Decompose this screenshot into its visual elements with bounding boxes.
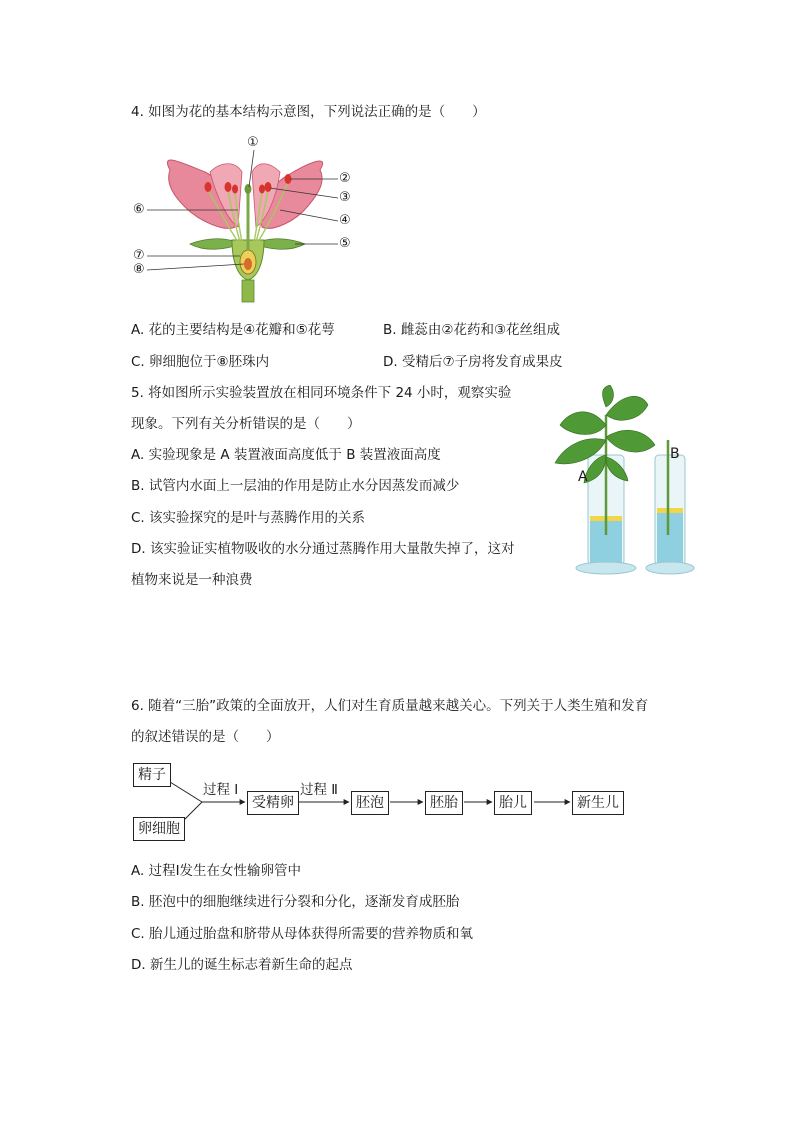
newborn-box: 新生儿 <box>572 791 624 815</box>
flower-illustration <box>130 132 370 307</box>
fetus-box: 胎儿 <box>494 791 532 815</box>
flower-label-2: ② <box>339 171 351 186</box>
process-2-label: 过程 Ⅱ <box>300 782 338 798</box>
q6-option-b: B. 胚泡中的细胞继续进行分裂和分化，逐渐发育成胚胎 <box>131 894 460 910</box>
reproduction-flow-diagram <box>130 760 650 850</box>
q6-option-a: A. 过程Ⅰ发生在女性输卵管中 <box>131 863 302 879</box>
flower-label-8: ⑧ <box>133 262 145 277</box>
flower-label-1: ① <box>247 135 259 150</box>
q5-option-d-line2: 植物来说是一种浪费 <box>131 572 253 588</box>
q5-option-d-line1: D. 该实验证实植物吸收的水分通过蒸腾作用大量散失掉了，这对 <box>131 541 515 557</box>
blastocyst-box: 胚泡 <box>351 791 389 815</box>
q5-stem-line2: 现象。下列有关分析错误的是（ ） <box>131 416 361 432</box>
q6-option-c: C. 胎儿通过胎盘和脐带从母体获得所需要的营养物质和氧 <box>131 926 474 942</box>
q4-option-a: A. 花的主要结构是④花瓣和⑤花萼 <box>131 322 335 338</box>
q6-stem-line2: 的叙述错误的是（ ） <box>131 729 280 745</box>
embryo-box: 胚胎 <box>425 791 463 815</box>
q4-option-b: B. 雌蕊由②花药和③花丝组成 <box>383 322 561 338</box>
tube-a-label: A <box>578 469 588 485</box>
flower-label-5: ⑤ <box>339 236 351 251</box>
process-1-label: 过程 Ⅰ <box>203 782 239 798</box>
transpiration-experiment-figure <box>540 385 700 585</box>
flower-label-3: ③ <box>339 190 351 205</box>
flower-diagram <box>130 132 370 307</box>
flower-label-7: ⑦ <box>133 248 145 263</box>
q5-option-a: A. 实验现象是 A 装置液面高度低于 B 装置液面高度 <box>131 447 441 463</box>
q5-option-c: C. 该实验探究的是叶与蒸腾作用的关系 <box>131 510 366 526</box>
q5-stem-line1: 5. 将如图所示实验装置放在相同环境条件下 24 小时，观察实验 <box>131 385 512 401</box>
flower-label-4: ④ <box>339 213 351 228</box>
q6-option-d: D. 新生儿的诞生标志着新生命的起点 <box>131 957 353 973</box>
q6-stem-line1: 6. 随着“三胎”政策的全面放开，人们对生育质量越来越关心。下列关于人类生殖和发育 <box>131 698 649 714</box>
q4-option-d: D. 受精后⑦子房将发育成果皮 <box>383 354 563 370</box>
egg-cell-box: 卵细胞 <box>133 817 185 841</box>
q4-option-c: C. 卵细胞位于⑧胚珠内 <box>131 354 270 370</box>
q4-stem: 4. 如图为花的基本结构示意图，下列说法正确的是（ ） <box>131 104 486 120</box>
test-tubes-illustration <box>540 385 700 585</box>
tube-b-label: B <box>670 446 680 462</box>
flower-label-6: ⑥ <box>133 202 145 217</box>
zygote-box: 受精卵 <box>247 791 299 815</box>
q5-option-b: B. 试管内水面上一层油的作用是防止水分因蒸发而减少 <box>131 478 460 494</box>
sperm-box: 精子 <box>133 763 171 787</box>
